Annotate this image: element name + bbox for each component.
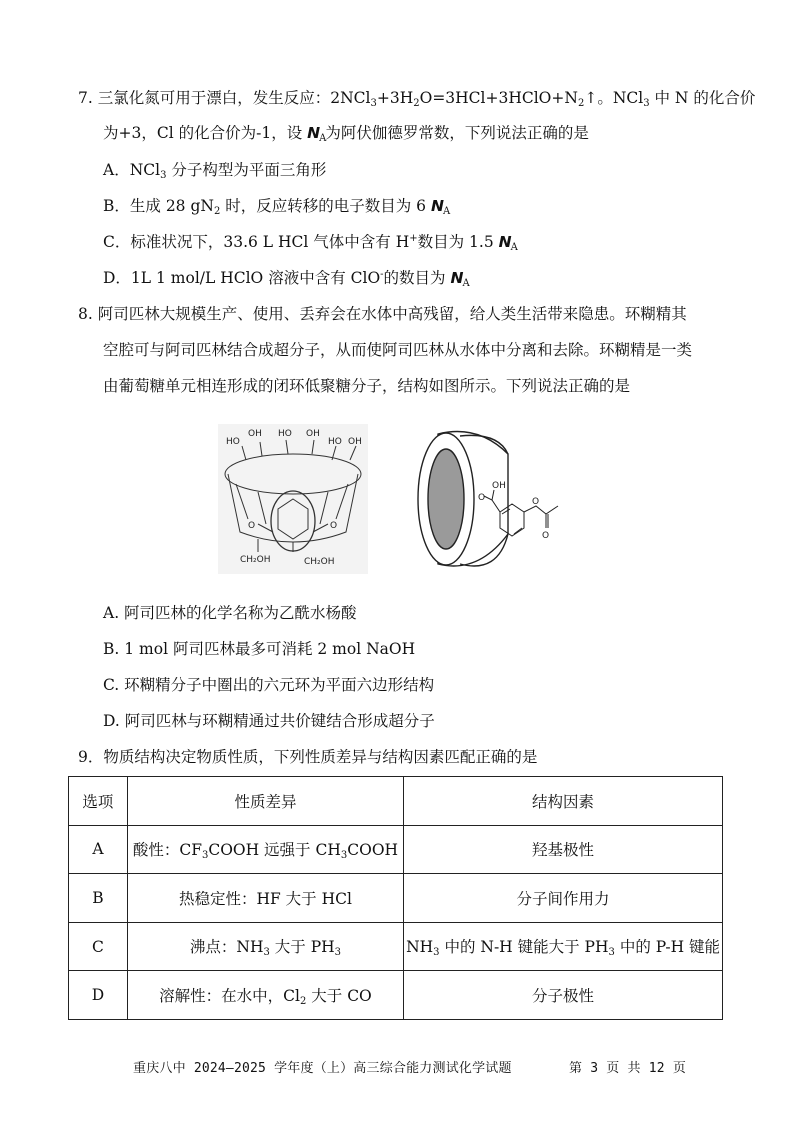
- row-property: 沸点：$NH_3$ 大于 $PH_3$: [127, 922, 403, 971]
- oh-label: OH: [306, 429, 320, 439]
- row-property: 热稳定性：HF 大于 HCl: [127, 874, 403, 923]
- table-row: [69, 874, 723, 923]
- q8-stem-line1: 8. 阿司匹林大规模生产、使用、丢弃会在水体中高残留，给人类生活带来隐患。环糊精其: [78, 305, 687, 323]
- ch2oh-label: CH₂OH: [304, 557, 335, 567]
- header-option: 选项: [69, 777, 128, 826]
- avogadro-symbol: $N_A$: [307, 124, 326, 144]
- oh-label: OH: [248, 429, 262, 439]
- o-label: O: [330, 521, 338, 531]
- row-factor: $NH_3$ 中的 N-H 键能大于 $PH_3$ 中的 P-H 键能: [404, 922, 723, 971]
- row-option: C: [69, 922, 128, 971]
- q7-option-b: B．生成 28 $gN_2$ 时，反应转移的电子数目为 6 $N_A$: [103, 197, 450, 217]
- o-label: O: [532, 497, 540, 507]
- q7-option-d: D．1L 1 mol/L HClO 溶液中含有 ClO-的数目为 $N_A$: [103, 269, 469, 289]
- o-label: O: [248, 521, 256, 531]
- oh-label: OH: [492, 481, 506, 491]
- row-property: 溶解性：在水中，$Cl_2$ 大于 CO: [127, 971, 403, 1020]
- row-factor: 分子间作用力: [404, 874, 723, 923]
- row-option: D: [69, 971, 128, 1020]
- q8-option-c: C. 环糊精分子中圈出的六元环为平面六边形结构: [103, 676, 435, 694]
- q8-option-b: B. 1 mol 阿司匹林最多可消耗 2 mol NaOH: [103, 640, 416, 658]
- row-option: B: [69, 874, 128, 923]
- ho-label: HO: [278, 429, 292, 439]
- row-factor: 分子极性: [404, 971, 723, 1020]
- ho-label: HO: [328, 437, 342, 447]
- supramolecule-figure: [408, 424, 588, 574]
- table-row: [69, 825, 723, 874]
- q7-stem-line1: 7. 三氯化氮可用于漂白，发生反应：$2NCl_3+3H_2O=3HCl+3HClO+N_2↑$。NCl$_3$ 中 N 的化合价: [78, 89, 756, 109]
- oh-label: OH: [348, 437, 362, 447]
- table-header-row: [69, 777, 723, 826]
- q9-table: [68, 776, 723, 1020]
- cyclodextrin-structure-figure: [218, 424, 368, 574]
- row-option: A: [69, 825, 128, 874]
- header-factor: 结构因素: [404, 777, 723, 826]
- ho-label: HO: [226, 437, 240, 447]
- q7-option-c: C．标准状况下，33.6 L HCl 气体中含有 H+数目为 1.5 $N_A$: [103, 233, 517, 253]
- q8-stem-line3: 由葡萄糖单元相连形成的闭环低聚糖分子，结构如图所示。下列说法正确的是: [103, 377, 631, 395]
- row-factor: 羟基极性: [404, 825, 723, 874]
- q8-stem-line2: 空腔可与阿司匹林结合成超分子，从而使阿司匹林从水体中分离和去除。环糊精是一类: [103, 341, 693, 359]
- q9-stem: 9．物质结构决定物质性质，下列性质差异与结构因素匹配正确的是: [78, 748, 538, 766]
- page-number: 第 3 页 共 12 页: [569, 1061, 687, 1076]
- o-label: O: [478, 493, 486, 503]
- ch2oh-label: CH₂OH: [240, 555, 271, 565]
- q7-stem-line2: 为+3，Cl 的化合价为-1，设 $N_A$为阿伏伽德罗常数，下列说法正确的是: [103, 124, 589, 144]
- table-row: [69, 922, 723, 971]
- row-property: 酸性：$CF_3COOH$ 远强于 $CH_3COOH$: [127, 825, 403, 874]
- o-label: O: [542, 531, 550, 541]
- q8-option-a: A. 阿司匹林的化学名称为乙酰水杨酸: [103, 604, 357, 622]
- footer-title: 重庆八中 2024—2025 学年度（上）高三综合能力测试化学试题: [133, 1061, 512, 1076]
- q7-option-a: A．NCl$_3$ 分子构型为平面三角形: [103, 161, 327, 181]
- header-property: 性质差异: [127, 777, 403, 826]
- table-row: [69, 971, 723, 1020]
- q8-option-d: D. 阿司匹林与环糊精通过共价键结合形成超分子: [103, 712, 435, 730]
